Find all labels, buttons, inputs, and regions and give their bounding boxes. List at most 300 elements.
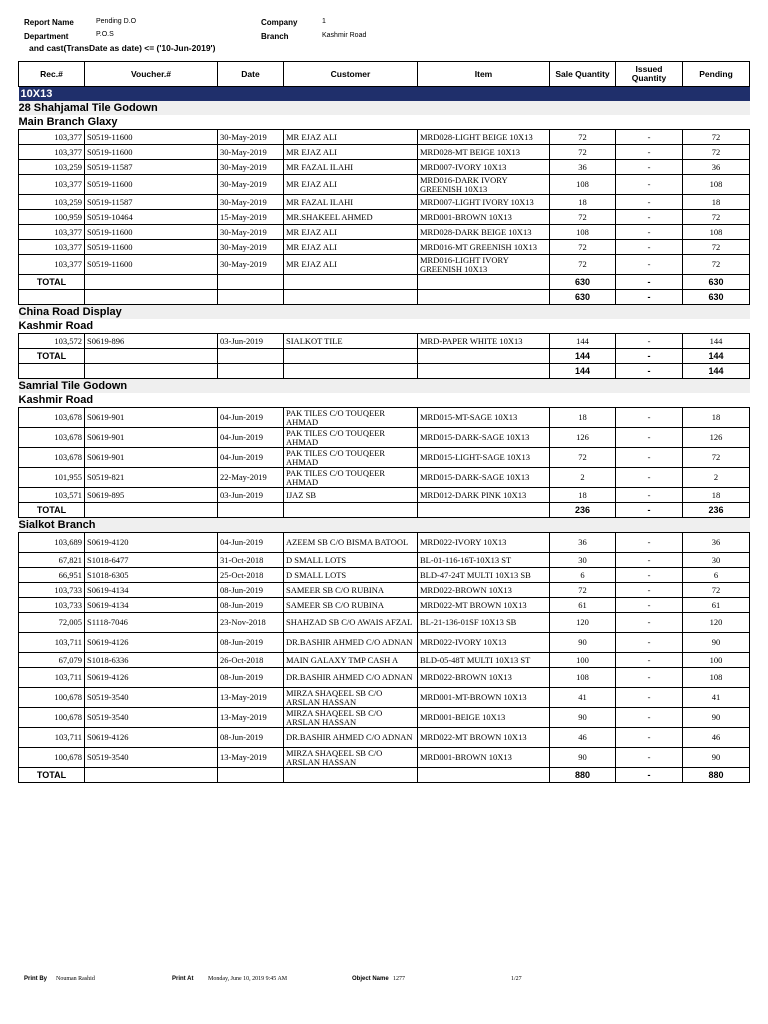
empty-cell xyxy=(284,503,418,518)
date-cell: 23-Nov-2018 xyxy=(218,613,284,633)
customer-cell: PAK TILES C/O TOUQEER AHMAD xyxy=(284,468,418,488)
sale-quantity-cell: 36 xyxy=(550,160,616,175)
pending-cell: 72 xyxy=(683,210,750,225)
date-cell: 04-Jun-2019 xyxy=(218,448,284,468)
rec-cell: 103,377 xyxy=(19,225,85,240)
customer-cell: DR.BASHIR AHMED C/O ADNAN xyxy=(284,668,418,688)
rec-cell: 103,571 xyxy=(19,488,85,503)
pending-cell: 30 xyxy=(683,553,750,568)
total-pending: 236 xyxy=(683,503,750,518)
sale-quantity-cell: 18 xyxy=(550,408,616,428)
empty-cell xyxy=(284,364,418,379)
table-row xyxy=(19,160,750,175)
table-row xyxy=(19,225,750,240)
item-cell: MRD022-IVORY 10X13 xyxy=(418,633,550,653)
date-cell: 30-May-2019 xyxy=(218,195,284,210)
rec-cell: 103,678 xyxy=(19,448,85,468)
item-cell: MRD-PAPER WHITE 10X13 xyxy=(418,334,550,349)
col-item: Item xyxy=(418,62,550,87)
item-cell: MRD022-MT BROWN 10X13 xyxy=(418,598,550,613)
col-pending: Pending xyxy=(683,62,750,87)
total-pending: 630 xyxy=(683,275,750,290)
pending-cell: 36 xyxy=(683,533,750,553)
customer-cell: MR EJAZ ALI xyxy=(284,175,418,195)
table-row xyxy=(19,598,750,613)
voucher-cell: S0519-11587 xyxy=(85,195,218,210)
item-cell: MRD001-BROWN 10X13 xyxy=(418,210,550,225)
date-cell: 03-Jun-2019 xyxy=(218,488,284,503)
table-row xyxy=(19,688,750,708)
print-at-value: Monday, June 10, 2019 9:45 AM xyxy=(208,976,288,982)
item-cell: MRD028-LIGHT BEIGE 10X13 xyxy=(418,130,550,145)
rec-cell: 67,821 xyxy=(19,553,85,568)
customer-cell: DR.BASHIR AHMED C/O ADNAN xyxy=(284,728,418,748)
total-issued: - xyxy=(616,503,683,518)
pending-cell: 2 xyxy=(683,468,750,488)
rec-cell: 103,572 xyxy=(19,334,85,349)
total-label: TOTAL xyxy=(19,275,85,290)
voucher-cell: S0619-4126 xyxy=(85,633,218,653)
rec-cell: 66,951 xyxy=(19,568,85,583)
table-row xyxy=(19,468,750,488)
section-subheading-row xyxy=(19,319,750,334)
customer-cell: MR FAZAL ILAHI xyxy=(284,160,418,175)
item-cell: MRD001-MT-BROWN 10X13 xyxy=(418,688,550,708)
issued-quantity-cell: - xyxy=(616,130,683,145)
sale-quantity-cell: 72 xyxy=(550,255,616,275)
item-cell: MRD012-DARK PINK 10X13 xyxy=(418,488,550,503)
empty-cell xyxy=(418,364,550,379)
subtotal-issued: - xyxy=(616,290,683,305)
pending-cell: 41 xyxy=(683,688,750,708)
empty-cell xyxy=(85,290,218,305)
rec-cell: 103,259 xyxy=(19,160,85,175)
sale-quantity-cell: 90 xyxy=(550,748,616,768)
issued-quantity-cell: - xyxy=(616,583,683,598)
pending-cell: 90 xyxy=(683,633,750,653)
sale-quantity-cell: 108 xyxy=(550,668,616,688)
customer-cell: SAMEER SB C/O RUBINA xyxy=(284,598,418,613)
issued-quantity-cell: - xyxy=(616,408,683,428)
voucher-cell: S0519-11600 xyxy=(85,145,218,160)
customer-cell: MIRZA SHAQEEL SB C/O ARSLAN HASSAN xyxy=(284,708,418,728)
empty-cell xyxy=(418,290,550,305)
table-row xyxy=(19,255,750,275)
section-heading: China Road Display xyxy=(19,305,750,320)
item-cell: MRD028-DARK BEIGE 10X13 xyxy=(418,225,550,240)
pending-cell: 72 xyxy=(683,448,750,468)
empty-cell xyxy=(418,768,550,783)
date-cell: 08-Jun-2019 xyxy=(218,728,284,748)
date-cell: 26-Oct-2018 xyxy=(218,653,284,668)
issued-quantity-cell: - xyxy=(616,533,683,553)
date-cell: 13-May-2019 xyxy=(218,708,284,728)
pending-cell: 120 xyxy=(683,613,750,633)
issued-quantity-cell: - xyxy=(616,210,683,225)
empty-cell xyxy=(19,290,85,305)
section-heading: Sialkot Branch xyxy=(19,518,750,533)
section-subheading: Kashmir Road xyxy=(19,319,750,334)
voucher-cell: S0519-10464 xyxy=(85,210,218,225)
section-heading-row xyxy=(19,305,750,320)
issued-quantity-cell: - xyxy=(616,688,683,708)
date-cell: 25-Oct-2018 xyxy=(218,568,284,583)
page-number: 1/27 xyxy=(511,976,522,982)
item-cell: MRD022-IVORY 10X13 xyxy=(418,533,550,553)
rec-cell: 100,678 xyxy=(19,708,85,728)
pending-cell: 90 xyxy=(683,748,750,768)
pending-cell: 100 xyxy=(683,653,750,668)
total-issued: - xyxy=(616,349,683,364)
sale-quantity-cell: 108 xyxy=(550,175,616,195)
customer-cell: D SMALL LOTS xyxy=(284,568,418,583)
voucher-cell: S1018-6336 xyxy=(85,653,218,668)
pending-cell: 18 xyxy=(683,195,750,210)
issued-quantity-cell: - xyxy=(616,240,683,255)
print-by-value: Nouman Rashid xyxy=(56,976,95,982)
print-by-label: Print By xyxy=(24,976,48,982)
sale-quantity-cell: 18 xyxy=(550,195,616,210)
pending-cell: 61 xyxy=(683,598,750,613)
date-cell: 04-Jun-2019 xyxy=(218,533,284,553)
date-cell: 04-Jun-2019 xyxy=(218,408,284,428)
voucher-cell: S1018-6305 xyxy=(85,568,218,583)
voucher-cell: S1018-6477 xyxy=(85,553,218,568)
sale-quantity-cell: 100 xyxy=(550,653,616,668)
pending-cell: 72 xyxy=(683,145,750,160)
issued-quantity-cell: - xyxy=(616,568,683,583)
table-row xyxy=(19,633,750,653)
issued-quantity-cell: - xyxy=(616,748,683,768)
sale-quantity-cell: 61 xyxy=(550,598,616,613)
rec-cell: 100,678 xyxy=(19,688,85,708)
empty-cell xyxy=(85,768,218,783)
item-cell: MRD016-MT GREENISH 10X13 xyxy=(418,240,550,255)
voucher-cell: S0519-3540 xyxy=(85,748,218,768)
pending-cell: 6 xyxy=(683,568,750,583)
section-subheading-row xyxy=(19,115,750,130)
total-label: TOTAL xyxy=(19,768,85,783)
voucher-cell: S0519-11600 xyxy=(85,225,218,240)
issued-quantity-cell: - xyxy=(616,334,683,349)
item-cell: MRD022-BROWN 10X13 xyxy=(418,583,550,598)
rec-cell: 103,377 xyxy=(19,240,85,255)
table-row xyxy=(19,195,750,210)
issued-quantity-cell: - xyxy=(616,553,683,568)
issued-quantity-cell: - xyxy=(616,633,683,653)
voucher-cell: S0619-901 xyxy=(85,448,218,468)
report-name-label: Report Name xyxy=(24,18,74,27)
rec-cell: 103,711 xyxy=(19,728,85,748)
rec-cell: 103,377 xyxy=(19,145,85,160)
voucher-cell: S0519-11600 xyxy=(85,130,218,145)
item-cell: BL-21-136-01SF 10X13 SB xyxy=(418,613,550,633)
date-cell: 08-Jun-2019 xyxy=(218,668,284,688)
sale-quantity-cell: 46 xyxy=(550,728,616,748)
rec-cell: 103,259 xyxy=(19,195,85,210)
issued-quantity-cell: - xyxy=(616,653,683,668)
voucher-cell: S0519-11600 xyxy=(85,175,218,195)
pending-cell: 72 xyxy=(683,583,750,598)
rec-cell: 101,955 xyxy=(19,468,85,488)
table-row xyxy=(19,408,750,428)
voucher-cell: S0619-4120 xyxy=(85,533,218,553)
total-sale: 880 xyxy=(550,768,616,783)
rec-cell: 103,678 xyxy=(19,428,85,448)
table-row xyxy=(19,175,750,195)
empty-cell xyxy=(85,364,218,379)
customer-cell: MR EJAZ ALI xyxy=(284,240,418,255)
table-row xyxy=(19,553,750,568)
rec-cell: 100,959 xyxy=(19,210,85,225)
issued-quantity-cell: - xyxy=(616,428,683,448)
voucher-cell: S0619-901 xyxy=(85,428,218,448)
subtotal-issued: - xyxy=(616,364,683,379)
issued-quantity-cell: - xyxy=(616,728,683,748)
section-heading: Samrial Tile Godown xyxy=(19,379,750,394)
branch-value: Kashmir Road xyxy=(322,32,367,39)
rec-cell: 67,079 xyxy=(19,653,85,668)
issued-quantity-cell: - xyxy=(616,160,683,175)
date-cell: 31-Oct-2018 xyxy=(218,553,284,568)
pending-cell: 46 xyxy=(683,728,750,748)
section-heading-row xyxy=(19,518,750,533)
item-cell: MRD007-IVORY 10X13 xyxy=(418,160,550,175)
voucher-cell: S0519-821 xyxy=(85,468,218,488)
sale-quantity-cell: 126 xyxy=(550,428,616,448)
empty-cell xyxy=(418,503,550,518)
issued-quantity-cell: - xyxy=(616,598,683,613)
branch-label: Branch xyxy=(261,32,289,41)
empty-cell xyxy=(85,275,218,290)
item-cell: MRD028-MT BEIGE 10X13 xyxy=(418,145,550,160)
item-cell: MRD001-BEIGE 10X13 xyxy=(418,708,550,728)
section-subheading-row xyxy=(19,393,750,408)
table-row xyxy=(19,428,750,448)
voucher-cell: S0619-895 xyxy=(85,488,218,503)
issued-quantity-cell: - xyxy=(616,708,683,728)
pending-cell: 108 xyxy=(683,668,750,688)
customer-cell: SHAHZAD SB C/O AWAIS AFZAL xyxy=(284,613,418,633)
voucher-cell: S0519-11600 xyxy=(85,255,218,275)
rec-cell: 103,377 xyxy=(19,175,85,195)
item-cell: MRD015-DARK-SAGE 10X13 xyxy=(418,428,550,448)
total-pending: 144 xyxy=(683,349,750,364)
customer-cell: PAK TILES C/O TOUQEER AHMAD xyxy=(284,448,418,468)
sale-quantity-cell: 120 xyxy=(550,613,616,633)
date-cell: 08-Jun-2019 xyxy=(218,598,284,613)
date-cell: 15-May-2019 xyxy=(218,210,284,225)
col-sale-quantity: Sale Quantity xyxy=(550,62,616,87)
table-row xyxy=(19,568,750,583)
subtotal-pending: 144 xyxy=(683,364,750,379)
issued-quantity-cell: - xyxy=(616,668,683,688)
col-issued-quantity: Issued Quantity xyxy=(616,62,683,87)
customer-cell: SAMEER SB C/O RUBINA xyxy=(284,583,418,598)
sale-quantity-cell: 72 xyxy=(550,145,616,160)
empty-cell xyxy=(284,290,418,305)
section-heading: 28 Shahjamal Tile Godown xyxy=(19,101,750,115)
total-label: TOTAL xyxy=(19,349,85,364)
total-row xyxy=(19,275,750,290)
empty-cell xyxy=(418,275,550,290)
empty-cell xyxy=(85,349,218,364)
table-row xyxy=(19,240,750,255)
voucher-cell: S0619-4126 xyxy=(85,668,218,688)
sale-quantity-cell: 144 xyxy=(550,334,616,349)
customer-cell: DR.BASHIR AHMED C/O ADNAN xyxy=(284,633,418,653)
item-cell: MRD015-LIGHT-SAGE 10X13 xyxy=(418,448,550,468)
table-row xyxy=(19,653,750,668)
date-cell: 30-May-2019 xyxy=(218,160,284,175)
table-row xyxy=(19,728,750,748)
total-row xyxy=(19,768,750,783)
date-cell: 13-May-2019 xyxy=(218,748,284,768)
empty-cell xyxy=(284,275,418,290)
pending-cell: 72 xyxy=(683,130,750,145)
date-cell: 30-May-2019 xyxy=(218,175,284,195)
rec-cell: 103,733 xyxy=(19,583,85,598)
total-issued: - xyxy=(616,768,683,783)
department-label: Department xyxy=(24,32,69,41)
customer-cell: SIALKOT TILE xyxy=(284,334,418,349)
table-row xyxy=(19,130,750,145)
empty-cell xyxy=(284,349,418,364)
sale-quantity-cell: 72 xyxy=(550,130,616,145)
customer-cell: MR EJAZ ALI xyxy=(284,225,418,240)
empty-cell xyxy=(218,275,284,290)
customer-cell: PAK TILES C/O TOUQEER AHMAD xyxy=(284,428,418,448)
object-name-label: Object Name xyxy=(352,976,389,982)
customer-cell: MR EJAZ ALI xyxy=(284,145,418,160)
item-cell: MRD015-DARK-SAGE 10X13 xyxy=(418,468,550,488)
rec-cell: 103,377 xyxy=(19,255,85,275)
print-at-label: Print At xyxy=(172,976,194,982)
rec-cell: 103,377 xyxy=(19,130,85,145)
voucher-cell: S0619-901 xyxy=(85,408,218,428)
date-cell: 30-May-2019 xyxy=(218,225,284,240)
issued-quantity-cell: - xyxy=(616,613,683,633)
total-sale: 144 xyxy=(550,349,616,364)
item-cell: BLD-05-48T MULTI 10X13 ST xyxy=(418,653,550,668)
sale-quantity-cell: 72 xyxy=(550,448,616,468)
section-heading-row xyxy=(19,101,750,115)
table-row xyxy=(19,334,750,349)
sale-quantity-cell: 2 xyxy=(550,468,616,488)
voucher-cell: S0619-4126 xyxy=(85,728,218,748)
customer-cell: D SMALL LOTS xyxy=(284,553,418,568)
department-value: P.O.S xyxy=(96,31,114,38)
customer-cell: MAIN GALAXY TMP CASH A xyxy=(284,653,418,668)
customer-cell: MIRZA SHAQEEL SB C/O ARSLAN HASSAN xyxy=(284,688,418,708)
issued-quantity-cell: - xyxy=(616,175,683,195)
pending-cell: 72 xyxy=(683,255,750,275)
date-cell: 30-May-2019 xyxy=(218,240,284,255)
company-label: Company xyxy=(261,18,298,27)
company-value: 1 xyxy=(322,18,326,25)
voucher-cell: S1118-7046 xyxy=(85,613,218,633)
rec-cell: 103,678 xyxy=(19,408,85,428)
empty-cell xyxy=(218,503,284,518)
pending-cell: 144 xyxy=(683,334,750,349)
item-cell: MRD016-LIGHT IVORY GREENISH 10X13 xyxy=(418,255,550,275)
sale-quantity-cell: 72 xyxy=(550,583,616,598)
sale-quantity-cell: 41 xyxy=(550,688,616,708)
voucher-cell: S0519-3540 xyxy=(85,708,218,728)
item-cell: BL-01-116-16T-10X13 ST xyxy=(418,553,550,568)
issued-quantity-cell: - xyxy=(616,448,683,468)
total-pending: 880 xyxy=(683,768,750,783)
col-date: Date xyxy=(218,62,284,87)
date-cell: 03-Jun-2019 xyxy=(218,334,284,349)
voucher-cell: S0519-3540 xyxy=(85,688,218,708)
section-subheading: Kashmir Road xyxy=(19,393,750,408)
voucher-cell: S0519-11600 xyxy=(85,240,218,255)
sale-quantity-cell: 108 xyxy=(550,225,616,240)
object-name-value: 1277 xyxy=(393,976,405,982)
table-row xyxy=(19,210,750,225)
voucher-cell: S0619-4134 xyxy=(85,598,218,613)
pending-cell: 18 xyxy=(683,408,750,428)
total-label: TOTAL xyxy=(19,503,85,518)
pending-cell: 90 xyxy=(683,708,750,728)
total-row xyxy=(19,503,750,518)
section-subheading: Main Branch Glaxy xyxy=(19,115,750,130)
col-customer: Customer xyxy=(284,62,418,87)
customer-cell: IJAZ SB xyxy=(284,488,418,503)
sale-quantity-cell: 90 xyxy=(550,708,616,728)
subtotal-sale: 144 xyxy=(550,364,616,379)
customer-cell: PAK TILES C/O TOUQEER AHMAD xyxy=(284,408,418,428)
item-cell: MRD022-BROWN 10X13 xyxy=(418,668,550,688)
table-row xyxy=(19,708,750,728)
sale-quantity-cell: 18 xyxy=(550,488,616,503)
item-cell: MRD016-DARK IVORY GREENISH 10X13 xyxy=(418,175,550,195)
pending-cell: 108 xyxy=(683,225,750,240)
issued-quantity-cell: - xyxy=(616,468,683,488)
customer-cell: MR EJAZ ALI xyxy=(284,130,418,145)
subtotal-row xyxy=(19,290,750,305)
table-row xyxy=(19,748,750,768)
empty-cell xyxy=(218,349,284,364)
empty-cell xyxy=(284,768,418,783)
table-row xyxy=(19,583,750,598)
customer-cell: MIRZA SHAQEEL SB C/O ARSLAN HASSAN xyxy=(284,748,418,768)
voucher-cell: S0619-896 xyxy=(85,334,218,349)
rec-cell: 103,689 xyxy=(19,533,85,553)
customer-cell: MR EJAZ ALI xyxy=(284,255,418,275)
date-cell: 30-May-2019 xyxy=(218,145,284,160)
subtotal-pending: 630 xyxy=(683,290,750,305)
item-cell: MRD022-MT BROWN 10X13 xyxy=(418,728,550,748)
empty-cell xyxy=(218,364,284,379)
col-rec: Rec.# xyxy=(19,62,85,87)
pending-cell: 108 xyxy=(683,175,750,195)
issued-quantity-cell: - xyxy=(616,225,683,240)
table-row xyxy=(19,613,750,633)
item-cell: MRD001-BROWN 10X13 xyxy=(418,748,550,768)
rec-cell: 100,678 xyxy=(19,748,85,768)
total-sale: 236 xyxy=(550,503,616,518)
empty-cell xyxy=(19,364,85,379)
date-cell: 04-Jun-2019 xyxy=(218,428,284,448)
item-cell: MRD015-MT-SAGE 10X13 xyxy=(418,408,550,428)
total-issued: - xyxy=(616,275,683,290)
table-row xyxy=(19,533,750,553)
table-row xyxy=(19,448,750,468)
table-header-row xyxy=(19,62,750,87)
group-heading-row xyxy=(19,87,750,102)
